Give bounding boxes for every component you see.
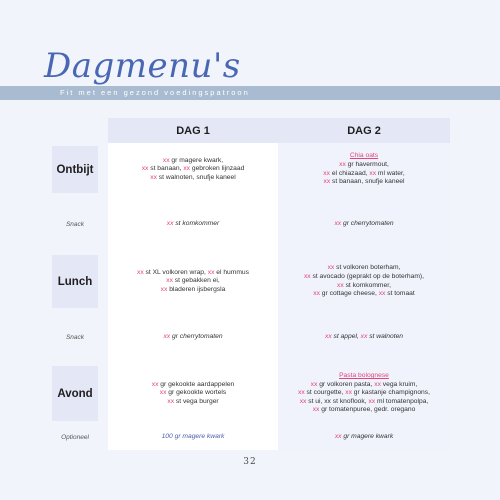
ingredient-line: [162, 433, 225, 442]
ingredient-line: [337, 282, 391, 291]
ingredient-text: gr volkoren pasta,: [317, 380, 375, 388]
ingredient-text: st walnoten: [367, 332, 404, 340]
quantity-placeholder: xx: [337, 281, 344, 289]
page-subtitle: Fit met een gezond voedingspatroon: [60, 88, 250, 97]
ingredient-line: [137, 269, 249, 278]
quantity-placeholder: xx: [207, 268, 215, 276]
recipe-link[interactable]: Pasta bolognese: [339, 372, 389, 380]
recipe-link[interactable]: Chia oats: [349, 152, 379, 160]
ingredient-text: gr gekookte aardappelen: [158, 380, 235, 388]
day2-cell: [278, 196, 450, 252]
ingredient-text: gr magere kwark: [341, 432, 394, 440]
ingredient-text: 100 gr magere kwark: [161, 432, 225, 440]
ingredient-line: [167, 398, 218, 407]
ingredient-text: st vega burger: [174, 397, 219, 405]
ingredient-text: vega kruim,: [380, 380, 418, 388]
ingredient-text: gr cherrytomaten: [341, 219, 394, 227]
quantity-placeholder: xx: [369, 169, 377, 177]
ingredient-text: st banaan,: [148, 165, 184, 173]
ingredient-line: [323, 170, 404, 179]
ingredient-text: el chiazaad,: [329, 169, 370, 177]
ingredient-line: [152, 381, 235, 390]
ingredient-line: [161, 286, 226, 295]
quantity-placeholder: xx: [166, 277, 173, 285]
ingredient-text: st courgette,: [304, 389, 346, 397]
ingredient-line: [328, 264, 401, 273]
day1-cell: [108, 252, 278, 311]
ingredient-text: gebroken lijnzaad: [190, 165, 245, 173]
ingredient-text: st volkoren boterham,: [334, 264, 401, 272]
day1-cell: [108, 311, 278, 363]
ingredient-text: gr kastanje champignons,: [351, 389, 430, 397]
quantity-placeholder: xx: [162, 156, 170, 164]
ingredient-text: st komkommer: [173, 219, 220, 227]
column-header-day2: DAG 2: [278, 118, 450, 143]
quantity-placeholder: xx: [323, 169, 330, 177]
ingredient-text: st ui, xx st knoflook,: [306, 397, 369, 405]
column-header-day1: DAG 1: [108, 118, 278, 143]
day2-cell: [278, 311, 450, 363]
quantity-placeholder: xx: [136, 268, 144, 276]
quantity-placeholder: xx: [303, 272, 311, 280]
day2-cell: [278, 252, 450, 311]
ingredient-line: [167, 220, 219, 229]
ingredient-line: [311, 381, 418, 390]
quantity-placeholder: xx: [166, 219, 174, 227]
row-label-optioneel: Optioneel: [61, 433, 89, 441]
quantity-placeholder: xx: [368, 397, 376, 405]
ingredient-text: ml water,: [376, 169, 405, 177]
ingredient-line: [298, 389, 430, 398]
ingredient-text: st walnoten, snufje kaneel: [156, 173, 236, 181]
page-title: Dagmenu's: [44, 46, 241, 86]
day1-cell: [108, 143, 278, 196]
quantity-placeholder: xx: [298, 389, 305, 397]
row-label-snack: Snack: [65, 220, 85, 228]
quantity-placeholder: xx: [378, 290, 386, 298]
ingredient-text: st gebakken ei,: [172, 277, 220, 285]
ingredient-line: [150, 174, 236, 183]
day1-cell: [108, 363, 278, 424]
ingredient-text: el hummus: [214, 268, 249, 276]
quantity-placeholder: xx: [313, 290, 320, 298]
ingredient-line: [160, 389, 227, 398]
row-label-snack: Snack: [65, 333, 85, 341]
ingredient-line: [142, 165, 245, 174]
ingredient-line: [166, 277, 220, 286]
ingredient-text: gr havermout,: [345, 160, 389, 168]
quantity-placeholder: xx: [327, 264, 335, 272]
ingredient-line: [304, 273, 424, 282]
quantity-placeholder: xx: [360, 332, 368, 340]
day2-cell: [278, 424, 450, 450]
ingredient-text: gr magere kwark,: [169, 156, 224, 164]
ingredient-text: ml tomatenpolpa,: [375, 397, 429, 405]
day1-cell: [108, 424, 278, 450]
quantity-placeholder: xx: [163, 332, 171, 340]
ingredient-text: gr cherrytomaten: [170, 332, 223, 340]
quantity-placeholder: xx: [334, 432, 342, 440]
day2-cell: [278, 363, 450, 424]
ingredient-text: st appel,: [331, 332, 361, 340]
ingredient-line: [335, 433, 393, 442]
ingredient-text: st avocado (geprakt op de boterham),: [310, 272, 425, 280]
quantity-placeholder: xx: [334, 219, 342, 227]
quantity-placeholder: xx: [160, 285, 168, 293]
quantity-placeholder: xx: [150, 173, 157, 181]
ingredient-text: st XL volkoren wrap,: [143, 268, 208, 276]
quantity-placeholder: xx: [141, 165, 149, 173]
ingredient-line: [313, 406, 416, 415]
ingredient-text: bladeren ijsbergsla: [167, 285, 226, 293]
quantity-placeholder: xx: [183, 165, 191, 173]
day1-cell: [108, 196, 278, 252]
ingredient-line: [325, 333, 403, 342]
ingredient-text: st banaan, snufje kaneel: [330, 178, 405, 186]
ingredient-text: gr gekookte wortels: [166, 389, 227, 397]
quantity-placeholder: xx: [310, 380, 318, 388]
ingredient-text: gr tomatenpuree, gedr. oregano: [319, 406, 416, 414]
quantity-placeholder: xx: [374, 380, 381, 388]
ingredient-line: [300, 398, 429, 407]
ingredient-line: [334, 220, 393, 229]
page-number: 32: [243, 457, 257, 467]
quantity-placeholder: xx: [312, 406, 320, 414]
quantity-placeholder: xx: [339, 160, 346, 168]
ingredient-line: [323, 178, 404, 187]
quantity-placeholder: xx: [151, 380, 159, 388]
ingredient-line: [163, 157, 223, 166]
ingredient-line: [313, 290, 415, 299]
ingredient-line: [339, 161, 389, 170]
quantity-placeholder: xx: [323, 178, 331, 186]
row-label-avond: Avond: [52, 366, 98, 421]
quantity-placeholder: xx: [159, 389, 167, 397]
quantity-placeholder: xx: [345, 389, 352, 397]
menu-table: [52, 118, 450, 450]
row-label-lunch: Lunch: [52, 255, 98, 308]
ingredient-line: [163, 333, 222, 342]
quantity-placeholder: xx: [167, 397, 175, 405]
ingredient-text: st komkommer,: [343, 281, 391, 289]
row-label-ontbijt: Ontbijt: [52, 146, 98, 193]
ingredient-text: st tomaat: [385, 290, 415, 298]
quantity-placeholder: xx: [299, 397, 307, 405]
day2-cell: [278, 143, 450, 196]
ingredient-text: gr cottage cheese,: [319, 290, 379, 298]
quantity-placeholder: xx: [324, 332, 332, 340]
